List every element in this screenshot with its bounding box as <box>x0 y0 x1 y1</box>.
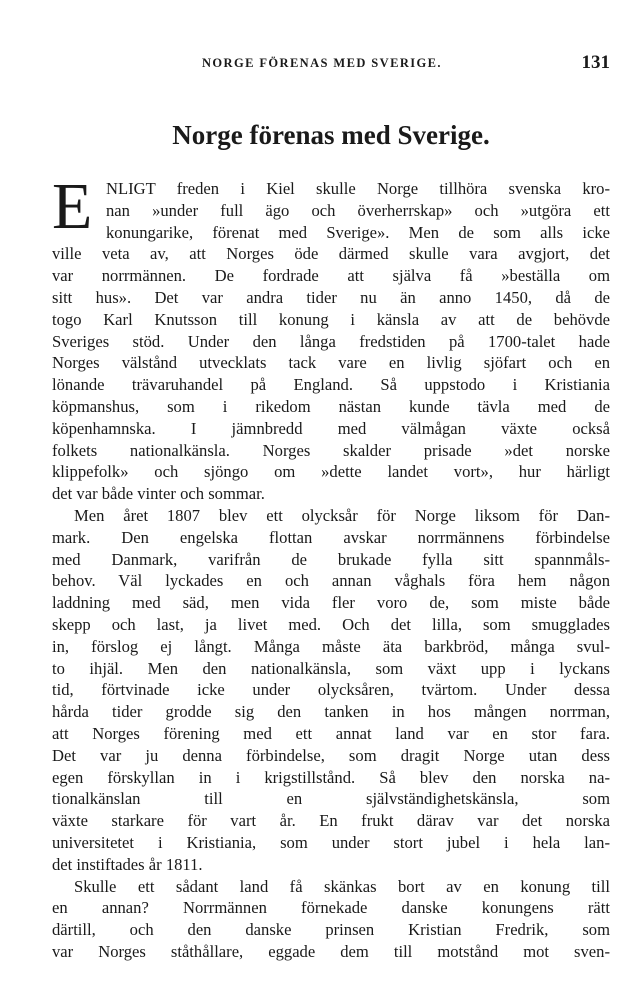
page-number: 131 <box>581 52 610 73</box>
text-line: Sveriges stöd. Under den långa fredstiden på 1700-talet hade <box>52 331 610 351</box>
text-line: Det var ju denna förbindelse, som dragit Norge utan dess <box>52 745 610 765</box>
text-line: växte starkare för vart år. En frukt därav var det norska <box>52 811 610 831</box>
text-line: var Norges ståthållare, eggade dem till motstånd mot sven- <box>52 941 610 961</box>
text-line: var norrmännen. De fordrade att själva få »beställa om <box>52 266 610 286</box>
chapter-title: Norge förenas med Sverige. <box>172 120 490 150</box>
text-line: in, förslog ej långt. Många måste äta barkbröd, många svul- <box>52 636 610 656</box>
running-title: NORGE FÖRENAS MED SVERIGE. <box>202 56 442 70</box>
text-line: tid, förtvinade icke under olycksåren, tvärtom. Under dessa <box>52 680 610 700</box>
text-line: därtill, och den danske prinsen Kristian Fredrik, som <box>52 920 610 940</box>
text-line: nan »under full ägo och överherrskap» och »utgöra ett <box>106 200 610 220</box>
text-line: NLIGT freden i Kiel skulle Norge tillhöra svenska kro- <box>106 179 610 198</box>
text-line: klippefolk» och sjöngo om »dette landet vort», hur härligt <box>52 462 610 482</box>
running-header <box>52 52 610 74</box>
text-line: det var både vinter och sommar. <box>52 484 265 504</box>
text-line: togo Karl Knutsson till konung i känsla av att de behövde <box>52 309 610 329</box>
text-line: universitetet i Kristiania, som under stort jubel i hela lan- <box>52 832 610 852</box>
text-line: skepp och last, ja livet med. Och det lilla, som smugglades <box>52 614 610 634</box>
text-line: laddning med säd, men vida fler voro de, som miste både <box>52 593 610 613</box>
text-line: to ihjäl. Men den nationalkänsla, som växt upp i lyckans <box>52 658 610 678</box>
text-line: konungarike, förenat med Sverige». Men de som alls icke <box>106 222 610 242</box>
text-line: lönande trävaruhandel på England. Så uppstodo i Kristiania <box>52 375 610 395</box>
text-line: ville veta av, att Norges öde därmed skulle vara avgjort, det <box>52 244 610 264</box>
text-line: att Norges förening med ett annat land var en stor fara. <box>52 723 610 743</box>
text-line: hårda tider grodde sig den tanken in hos mången norrman, <box>52 702 610 722</box>
text-line: det instiftades år 1811. <box>52 854 203 874</box>
text-line: Norges välstånd utvecklats tack vare en livlig sjöfart och en <box>52 353 610 373</box>
drop-cap: E <box>52 170 93 243</box>
text-line: tionalkänslan till en självständighetskänsla, som <box>52 789 610 809</box>
text-line: behov. Väl lyckades en och annan våghals föra hem någon <box>52 571 610 591</box>
text-line: Men året 1807 blev ett olycksår för Norge liksom för Dan- <box>74 505 610 525</box>
text-line: mark. Den engelska flottan avskar norrmännens förbindelse <box>52 527 610 547</box>
text-line: sitt hus». Det var andra tider nu än anno 1450, då de <box>52 287 610 307</box>
text-line: egen förskyllan in i krigstillstånd. Så blev den norska na- <box>52 767 610 787</box>
body-text <box>52 170 610 963</box>
text-line: köpmanshus, som i rikedom nästan kunde tävla med de <box>52 396 610 416</box>
text-line: med Danmark, varifrån de brukade fylla sitt spannmåls- <box>52 549 610 569</box>
text-line: folkets nationalkänsla. Norges skalder prisade »det norske <box>52 440 610 460</box>
text-line: en annan? Norrmännen förnekade danske konungens rätt <box>52 898 610 918</box>
text-line: Skulle ett sådant land få skänkas bort av en konung till <box>74 876 610 896</box>
text-line: köpenhamnska. I jämnbredd med välmågan växte också <box>52 418 610 438</box>
book-page <box>52 0 610 990</box>
